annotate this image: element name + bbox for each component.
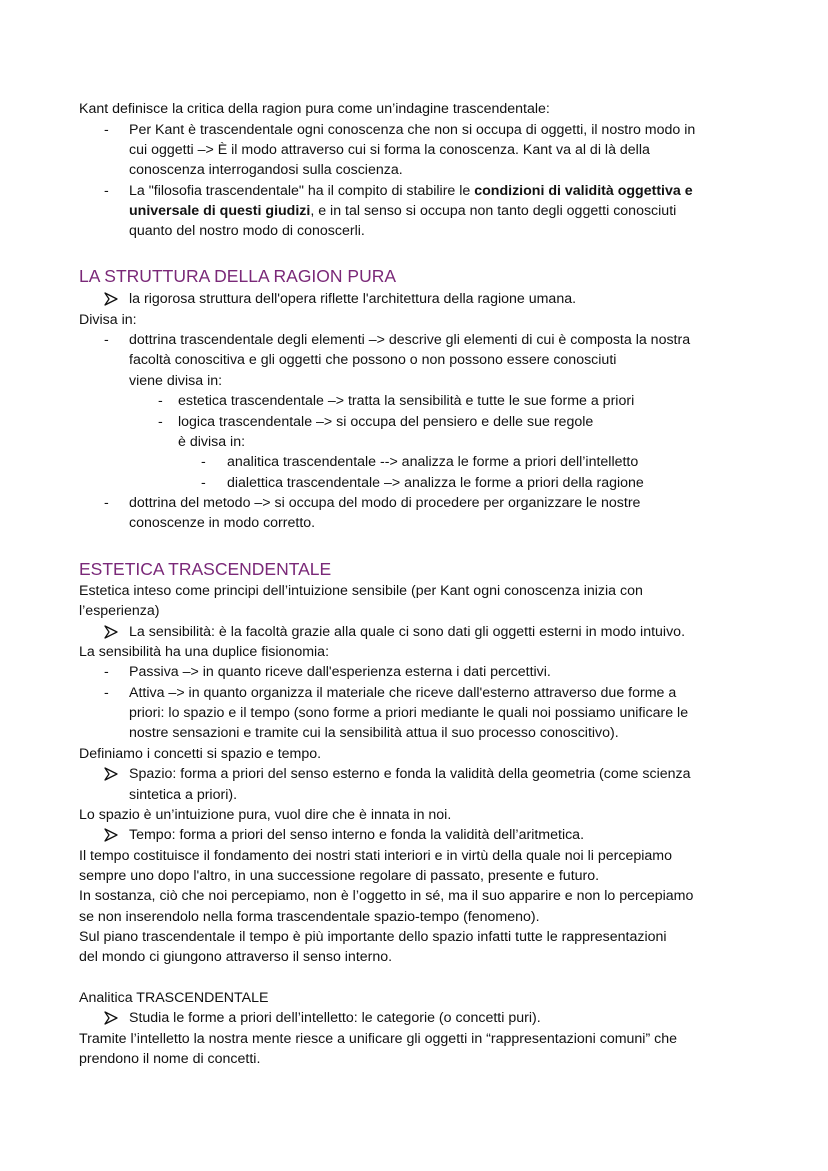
arrow-bullet-icon	[104, 1011, 118, 1025]
estetica-attiva-line-1: Attiva –> in quanto organizza il materiale che riceve dall'esterno attraverso due forme a	[129, 685, 677, 701]
struttura-dottrina-1-line-3: viene divisa in:	[129, 373, 223, 389]
intro-bullet-2-line-1	[129, 181, 693, 201]
intro-bullet-1-line-1: Per Kant è trascendentale ogni conoscenza che non si occupa di oggetti, il nostro modo in	[129, 122, 696, 138]
estetica-spazio-line-1: Spazio: forma a priori del senso esterno e fonda la validità della geometria (come scienza	[129, 766, 691, 782]
intro-bullet-1-line-2: cui oggetti –> È il modo attraverso cui si forma la conoscenza. Kant va al di là della	[129, 142, 650, 158]
estetica-p1-line-1: Estetica inteso come principi dell’intuizione sensibile (per Kant ogni conoscenza inizia con	[79, 583, 643, 599]
dash-bullet-icon: -	[104, 332, 109, 348]
struttura-dottrina-2-line-1: dottrina del metodo –> si occupa del modo di procedere per organizzare le nostre	[129, 495, 641, 511]
analitica-arrow-1: Studia le forme a priori dell’intelletto: le categorie (o concetti puri).	[129, 1010, 541, 1026]
intro-bullet-2-line-3: quanto del nostro modo di conoscerli.	[129, 223, 365, 239]
intro-bullet-2-text-2: , e in tal senso si occupa non tanto degli oggetti conosciuti	[310, 203, 677, 219]
dash-bullet-icon: -	[104, 685, 109, 701]
estetica-tempo: Tempo: forma a priori del senso interno e fonda la validità dell’aritmetica.	[129, 827, 585, 843]
heading-struttura: LA STRUTTURA DELLA RAGION PURA	[79, 266, 397, 286]
dash-bullet-icon: -	[201, 454, 206, 470]
estetica-p2: La sensibilità ha una duplice fisionomia:	[79, 644, 330, 660]
estetica-attiva-line-3: nostre sensazioni e tramite cui la sensibilità attua il suo processo conoscitivo).	[129, 725, 619, 741]
dash-bullet-icon: -	[104, 664, 109, 680]
heading-estetica: ESTETICA TRASCENDENTALE	[79, 559, 332, 579]
estetica-arrow-1: La sensibilità: è la facoltà grazie alla quale ci sono dati gli oggetti esterni in modo intuivo.	[129, 624, 686, 640]
estetica-p4: Lo spazio è un’intuizione pura, vuol dire che è innata in noi.	[79, 807, 452, 823]
struttura-logica: logica trascendentale –> si occupa del pensiero e delle sue regole	[178, 414, 594, 430]
estetica-p7-line-2: del mondo ci giungono attraverso il senso interno.	[79, 949, 393, 965]
struttura-divisa: Divisa in:	[79, 312, 137, 328]
struttura-dottrina-2-line-2: conoscenze in modo corretto.	[129, 515, 316, 531]
estetica-p5-line-1: Il tempo costituisce il fondamento dei nostri stati interiori e in virtù della quale noi li percepiamo	[79, 848, 673, 864]
dash-bullet-icon: -	[104, 183, 109, 199]
estetica-p6-line-2: se non inserendolo nella forma trascendentale spazio-tempo (fenomeno).	[79, 909, 540, 925]
analitica-p1-line-2: prendono il nome di concetti.	[79, 1051, 261, 1067]
intro-bullet-2-bold-2: universale di questi giudizi	[129, 203, 311, 219]
intro-lead: Kant definisce la critica della ragion pura come un’indagine trascendentale:	[79, 101, 550, 117]
dash-bullet-icon: -	[104, 495, 109, 511]
estetica-p7-line-1: Sul piano trascendentale il tempo è più importante dello spazio infatti tutte le rappresentazioni	[79, 929, 667, 945]
intro-bullet-2-text: La "filosofia trascendentale" ha il compito di stabilire le	[129, 183, 475, 199]
arrow-bullet-icon	[104, 625, 118, 639]
arrow-bullet-icon	[104, 767, 118, 781]
struttura-arrow-1: la rigorosa struttura dell'opera riflette l'architettura della ragione umana.	[129, 291, 577, 307]
heading-analitica: Analitica TRASCENDENTALE	[79, 990, 269, 1006]
struttura-dialettica: dialettica trascendentale –> analizza le forme a priori della ragione	[227, 475, 644, 491]
estetica-p5-line-2: sempre uno dopo l'altro, in una successione regolare di passato, presente e futuro.	[79, 868, 600, 884]
intro-bullet-1-line-3: conoscenza interrogandosi sulla coscienza.	[129, 162, 403, 178]
intro-bullet-2-bold: condizioni di validità oggettiva e	[474, 183, 693, 199]
arrow-bullet-icon	[104, 828, 118, 842]
estetica-p6-line-1: In sostanza, ciò che noi percepiamo, non è l’oggetto in sé, ma il suo apparire e non lo percepiamo	[79, 888, 694, 904]
intro-bullet-2-line-2	[129, 201, 676, 221]
estetica-p1-line-2: l’esperienza)	[79, 603, 160, 619]
dash-bullet-icon: -	[104, 122, 109, 138]
dash-bullet-icon: -	[158, 414, 163, 430]
estetica-p3: Definiamo i concetti si spazio e tempo.	[79, 746, 322, 762]
estetica-passiva: Passiva –> in quanto riceve dall'esperienza esterna i dati percettivi.	[129, 664, 551, 680]
arrow-bullet-icon	[104, 292, 118, 306]
struttura-analitica: analitica trascendentale --> analizza le forme a priori dell’intelletto	[227, 454, 639, 470]
estetica-spazio-line-2: sintetica a priori).	[129, 787, 238, 803]
struttura-estetica: estetica trascendentale –> tratta la sensibilità e tutte le sue forme a priori	[178, 393, 635, 409]
estetica-attiva-line-2: priori: lo spazio e il tempo (sono forme a priori mediante le quali noi possiamo unificare le	[129, 705, 689, 721]
struttura-logica-note: è divisa in:	[178, 434, 246, 450]
dash-bullet-icon: -	[158, 393, 163, 409]
struttura-dottrina-1-line-1: dottrina trascendentale degli elementi –> descrive gli elementi di cui è composta la nostra	[129, 332, 691, 348]
analitica-p1-line-1: Tramite l’intelletto la nostra mente riesce a unificare gli oggetti in “rappresentazioni comuni” che	[79, 1031, 678, 1047]
dash-bullet-icon: -	[201, 475, 206, 491]
struttura-dottrina-1-line-2: facoltà conoscitiva e gli oggetti che possono o non possono essere conosciuti	[129, 352, 617, 368]
